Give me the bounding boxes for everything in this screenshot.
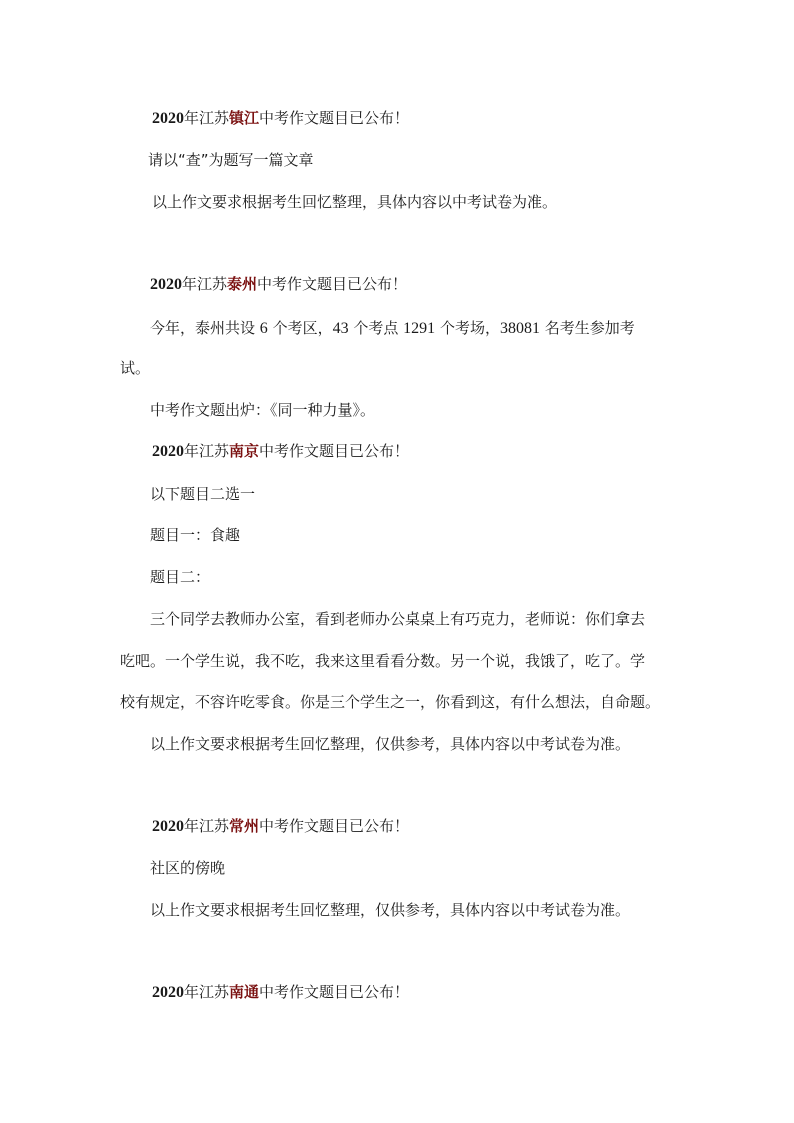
paragraph-line: 题目一：食趣 bbox=[150, 526, 241, 544]
para-text: 个考点 bbox=[353, 319, 399, 337]
heading-city: 南京 bbox=[229, 442, 260, 460]
para-number: 38081 bbox=[499, 320, 540, 337]
heading-pre: 年江苏 bbox=[184, 983, 230, 1001]
paragraph-line: 以下题目二选一 bbox=[150, 485, 256, 503]
paragraph-line: 中考作文题出炉：《同一种力量》。 bbox=[150, 401, 376, 419]
section-heading-changzhou bbox=[152, 816, 409, 837]
heading-post: 中考作文题目已公布！ bbox=[259, 983, 410, 1001]
heading-pre: 年江苏 bbox=[184, 109, 230, 127]
paragraph-line: 校有规定，不容许吃零食。你是三个学生之一，你看到这，有什么想法，自命题。 bbox=[120, 693, 661, 711]
heading-year: 2020 bbox=[152, 443, 184, 460]
section-heading-zhenjiang bbox=[152, 108, 409, 129]
section-heading-taizhou bbox=[150, 274, 407, 295]
heading-year: 2020 bbox=[152, 818, 184, 835]
heading-pre: 年江苏 bbox=[182, 275, 228, 293]
para-number: 1291 bbox=[403, 320, 436, 337]
heading-post: 中考作文题目已公布！ bbox=[259, 442, 410, 460]
heading-city: 南通 bbox=[229, 983, 260, 1001]
heading-pre: 年江苏 bbox=[184, 442, 230, 460]
para-text: 今年，泰州共设 bbox=[150, 319, 256, 337]
paragraph-line: 三个同学去教师办公室，看到老师办公桌桌上有巧克力，老师说：你们拿去 bbox=[150, 610, 646, 628]
para-text: 名考生参加考 bbox=[544, 319, 635, 337]
paragraph-line: 题目二： bbox=[150, 568, 211, 586]
paragraph-line: 以上作文要求根据考生回忆整理，仅供参考，具体内容以中考试卷为准。 bbox=[150, 735, 631, 753]
paragraph-line: 以上作文要求根据考生回忆整理，具体内容以中考试卷为准。 bbox=[152, 193, 558, 211]
section-heading-nantong bbox=[152, 982, 409, 1003]
paragraph-line: 以上作文要求根据考生回忆整理，仅供参考，具体内容以中考试卷为准。 bbox=[150, 901, 631, 919]
paragraph-line: 吃吧。一个学生说，我不吃，我来这里看看分数。另一个说，我饿了，吃了。学 bbox=[120, 652, 646, 670]
heading-city: 泰州 bbox=[227, 275, 258, 293]
heading-post: 中考作文题目已公布！ bbox=[259, 109, 410, 127]
section-heading-nanjing bbox=[152, 441, 409, 462]
para-number: 43 bbox=[332, 320, 349, 337]
heading-city: 镇江 bbox=[229, 109, 260, 127]
paragraph-line: 社区的傍晚 bbox=[150, 859, 226, 877]
heading-post: 中考作文题目已公布！ bbox=[259, 817, 410, 835]
paragraph-line: 试。 bbox=[120, 359, 151, 377]
heading-year: 2020 bbox=[152, 984, 184, 1001]
heading-year: 2020 bbox=[150, 276, 182, 293]
paragraph-line bbox=[150, 318, 635, 339]
heading-pre: 年江苏 bbox=[184, 817, 230, 835]
para-number: 6 bbox=[259, 320, 268, 337]
para-text: 个考区， bbox=[272, 319, 333, 337]
heading-year: 2020 bbox=[152, 110, 184, 127]
heading-city: 常州 bbox=[229, 817, 260, 835]
para-text: 个考场， bbox=[439, 319, 500, 337]
heading-post: 中考作文题目已公布！ bbox=[257, 275, 408, 293]
paragraph-line: 请以“查”为题写一篇文章 bbox=[148, 151, 314, 169]
